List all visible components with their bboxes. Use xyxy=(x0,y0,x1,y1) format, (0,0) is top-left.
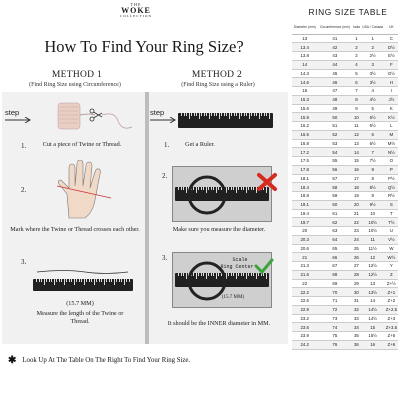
method2-step2-number: 2. xyxy=(162,172,168,180)
table-cell: 22.9 xyxy=(292,305,317,314)
logo-brand: WOKE xyxy=(121,6,151,15)
table-row xyxy=(292,227,398,236)
table-cell: 12½ xyxy=(361,262,385,271)
table-row xyxy=(292,209,398,218)
table-cell: Z+3.5 xyxy=(385,324,398,330)
table-cell: G½ xyxy=(385,69,398,78)
table-cell: 68 xyxy=(317,270,352,279)
table-cell: Z xyxy=(385,270,398,279)
table-row xyxy=(292,323,398,332)
table-row xyxy=(292,270,398,279)
table-cell: W½ xyxy=(385,253,398,262)
table-cell: N½ xyxy=(385,148,398,157)
table-cell: 10 xyxy=(361,209,385,218)
table-cell: 20.3 xyxy=(292,235,317,244)
table-cell: 31 xyxy=(353,298,359,304)
table-cell: 14 xyxy=(292,60,317,69)
table-cell: T½ xyxy=(385,218,398,227)
table-cell: 17.5 xyxy=(292,157,317,166)
table-cell: 64 xyxy=(317,235,352,244)
table-cell: 1 xyxy=(361,34,385,43)
table-row xyxy=(292,52,398,61)
table-cell: 23.9 xyxy=(292,332,317,341)
table-row xyxy=(292,157,398,166)
table-cell: 3½ xyxy=(361,78,385,87)
table-cell: M½ xyxy=(385,139,398,148)
table-cell: 75 xyxy=(317,332,352,341)
method1-heading: METHOD 1 xyxy=(51,70,103,80)
table-header: Diameter (mm) xyxy=(292,22,317,34)
table-cell: 13½ xyxy=(361,288,385,297)
table-row xyxy=(292,314,398,323)
table-row xyxy=(292,253,398,262)
table-cell: 22.2 xyxy=(292,288,317,297)
table-cell: 18 xyxy=(353,184,359,190)
table-cell: 13 xyxy=(353,140,359,146)
table-row xyxy=(292,95,398,104)
table-cell: 14½ xyxy=(361,314,385,323)
table-cell: 52 xyxy=(317,130,352,139)
table-cell: 54 xyxy=(317,148,352,157)
table-cell: 10½ xyxy=(361,218,385,227)
table-cell: 24 xyxy=(353,237,359,243)
table-cell: Y xyxy=(385,262,398,271)
table-cell: 56 xyxy=(317,165,352,174)
table-cell: 11½ xyxy=(361,244,385,253)
table-cell: 4½ xyxy=(361,95,385,104)
table-cell: 72 xyxy=(317,305,352,314)
table-header: USA / Canada xyxy=(361,22,385,34)
table-cell: 14.3 xyxy=(292,69,317,78)
table-cell: 7 xyxy=(352,87,360,96)
table-row xyxy=(292,262,398,271)
table-cell: 19.1 xyxy=(292,200,317,209)
table-cell: 24.2 xyxy=(292,340,317,349)
logo-top: THE xyxy=(130,2,142,7)
asterisk-icon: ✱ xyxy=(8,355,17,366)
table-cell: 6½ xyxy=(361,139,385,148)
table-cell: 19.7 xyxy=(292,218,317,227)
table-cell: 4 xyxy=(352,60,360,69)
footer-text: Look Up At The Table On The Right To Find Your Ring Size. xyxy=(22,357,191,365)
table-cell: Z+½ xyxy=(385,279,398,288)
table-cell: 47 xyxy=(317,87,352,96)
twine-icon xyxy=(35,267,130,277)
method1-step2-caption: Mark where the Twine or Thread crosses each other. xyxy=(10,226,140,233)
table-row xyxy=(292,183,398,192)
table-cell: 48 xyxy=(317,95,352,104)
table-cell: 12 xyxy=(353,132,359,138)
table-row xyxy=(292,279,398,288)
table-cell: 8 xyxy=(361,165,385,174)
table-cell: 59 xyxy=(317,192,352,201)
table-cell: 7½ xyxy=(361,157,385,166)
table-cell: I xyxy=(385,87,398,96)
table-cell: 6 xyxy=(361,130,385,139)
table-row xyxy=(292,244,398,253)
table-cell: 53 xyxy=(317,139,352,148)
table-cell: 60 xyxy=(317,200,352,209)
method1-ruler xyxy=(33,279,133,291)
table-cell: 23.6 xyxy=(292,323,317,332)
table-cell: D½ xyxy=(385,43,398,52)
table-cell: 55 xyxy=(317,157,352,166)
table-cell: 11 xyxy=(361,235,385,244)
table-cell: 2 xyxy=(352,43,360,52)
table-row xyxy=(292,122,398,131)
table-cell: 16.8 xyxy=(292,139,317,148)
method1-subtitle: (Find Ring Size using Circumference) xyxy=(29,82,121,88)
table-cell: 7 xyxy=(361,148,385,157)
table-cell: 2½ xyxy=(361,52,385,61)
table-cell: 5 xyxy=(352,69,360,78)
table-cell: 23.2 xyxy=(292,314,317,323)
scale-label: Scale xyxy=(232,257,248,263)
table-cell: 21.6 xyxy=(292,270,317,279)
table-cell: 34 xyxy=(353,324,359,330)
table-cell: 5½ xyxy=(361,122,385,131)
correct-check-icon xyxy=(254,258,274,274)
table-cell: 25 xyxy=(353,245,359,251)
table-cell: 16.5 xyxy=(292,130,317,139)
step-arrow-icon xyxy=(5,117,33,123)
table-row xyxy=(292,34,398,43)
table-row xyxy=(292,165,398,174)
table-row xyxy=(292,235,398,244)
method1-step3-number: 3. xyxy=(21,258,27,266)
table-cell: 70 xyxy=(317,288,352,297)
table-cell: 8½ xyxy=(361,183,385,192)
step-arrow-icon xyxy=(150,117,178,123)
table-cell: 49 xyxy=(317,104,352,113)
table-cell: 71 xyxy=(317,297,352,306)
table-cell: 66 xyxy=(317,253,352,262)
table-header: India xyxy=(352,22,360,34)
table-cell: L xyxy=(385,122,398,131)
table-cell: 46 xyxy=(317,78,352,87)
table-cell: 14.6 xyxy=(292,78,317,87)
table-cell: 28 xyxy=(353,272,359,278)
method2-step1-ruler xyxy=(178,113,273,128)
table-cell: P½ xyxy=(385,174,398,183)
table-row xyxy=(292,87,398,96)
table-cell: 15 xyxy=(353,158,359,164)
table-cell: 45 xyxy=(317,69,352,78)
table-cell: 12 xyxy=(361,253,385,262)
table-cell: 22 xyxy=(353,219,359,225)
table-cell: T xyxy=(385,209,398,218)
table-cell: F xyxy=(385,60,398,69)
method2-step3-number: 3. xyxy=(162,254,168,262)
table-cell: S xyxy=(385,200,398,209)
table-cell: 11 xyxy=(354,123,359,129)
table-cell: Z+3 xyxy=(385,314,398,323)
table-row xyxy=(292,174,398,183)
table-cell: 23 xyxy=(353,228,359,234)
table-row xyxy=(292,78,398,87)
table-cell: 9½ xyxy=(361,200,385,209)
method2-heading: METHOD 2 xyxy=(191,70,243,80)
table-cell: 43 xyxy=(317,52,352,61)
table-cell: 1 xyxy=(352,34,360,43)
table-cell: 44 xyxy=(317,60,352,69)
table-cell: 65 xyxy=(317,244,352,253)
table-row xyxy=(292,288,398,297)
table-cell: 61 xyxy=(317,209,352,218)
table-cell: C xyxy=(385,34,398,43)
table-cell: 29 xyxy=(353,280,359,286)
table-cell: 17.8 xyxy=(292,165,317,174)
table-cell: Z+5 xyxy=(385,332,398,341)
table-cell: 3 xyxy=(361,60,385,69)
table-cell: 19 xyxy=(353,193,359,199)
table-row xyxy=(292,43,398,52)
table-cell: 20.6 xyxy=(292,244,317,253)
table-cell: 50 xyxy=(317,113,352,122)
table-row xyxy=(292,192,398,201)
method2-subtitle: (Find Ring Size using a Ruler) xyxy=(181,82,255,88)
table-cell: 16 xyxy=(353,167,359,173)
table-cell: 14 xyxy=(353,149,359,155)
table-cell: 33 xyxy=(353,315,359,321)
table-cell: 63 xyxy=(317,227,352,236)
table-cell: 8 xyxy=(361,174,385,183)
table-cell: 76 xyxy=(317,340,352,349)
table-row xyxy=(292,69,398,78)
table-row xyxy=(292,218,398,227)
table-cell: 9 xyxy=(352,104,360,113)
table-cell: 18.8 xyxy=(292,192,317,201)
ring-size-table-title: RING SIZE TABLE xyxy=(308,7,388,17)
table-cell: 16.2 xyxy=(292,122,317,131)
table-cell: 8 xyxy=(352,95,360,104)
table-cell: 10½ xyxy=(361,227,385,236)
table-header: UK xyxy=(385,22,398,34)
table-cell: 18.1 xyxy=(292,174,317,183)
method1-measure-value: (15.7 MM) xyxy=(66,300,94,307)
table-cell: Z+2.5 xyxy=(385,307,398,313)
table-cell: R½ xyxy=(385,192,398,201)
table-cell: 15 xyxy=(361,323,385,332)
table-row xyxy=(292,305,398,314)
table-cell: K½ xyxy=(385,113,398,122)
table-cell: 74 xyxy=(317,323,352,332)
table-cell: J½ xyxy=(385,95,398,104)
table-cell: 15.3 xyxy=(292,95,317,104)
table-cell: Z+6 xyxy=(385,340,398,349)
table-row xyxy=(292,148,398,157)
method1-step-label: step xyxy=(5,108,20,117)
table-row xyxy=(292,113,398,122)
table-cell: 4 xyxy=(361,87,385,96)
table-cell: 20 xyxy=(353,202,359,208)
table-cell: 69 xyxy=(317,279,352,288)
brand-logo xyxy=(106,3,166,19)
table-cell: 13 xyxy=(292,34,317,43)
method1-step1-caption: Cut a piece of Twine or Thread. xyxy=(42,141,122,148)
table-cell: W xyxy=(385,244,398,253)
twine-scissors-icon xyxy=(50,97,140,137)
table-cell: 22 xyxy=(292,279,317,288)
table-cell: 57 xyxy=(317,174,352,183)
table-cell: 3½ xyxy=(361,69,385,78)
table-cell: 27 xyxy=(353,263,359,269)
table-cell: 15 xyxy=(292,87,317,96)
table-cell: 51 xyxy=(317,122,352,131)
table-row xyxy=(292,104,398,113)
table-cell: 14½ xyxy=(361,305,385,314)
table-cell: 67 xyxy=(317,262,352,271)
table-cell: 36 xyxy=(353,342,359,348)
table-cell: 12½ xyxy=(361,270,385,279)
table-cell: 2 xyxy=(361,43,385,52)
table-row xyxy=(292,332,398,341)
table-row xyxy=(292,297,398,306)
method2-step1-number: 1. xyxy=(164,141,170,149)
ring-size-table xyxy=(292,22,398,350)
table-cell: 14 xyxy=(361,297,385,306)
table-cell: 42 xyxy=(317,43,352,52)
table-cell: 21 xyxy=(353,210,359,216)
table-cell: Z+1 xyxy=(385,288,398,297)
page-title: How To Find Your Ring Size? xyxy=(44,37,244,56)
logo-sub: COLLECTION xyxy=(120,14,152,18)
table-cell: 10 xyxy=(353,114,359,120)
table-cell: K xyxy=(385,104,398,113)
table-cell: Q½ xyxy=(385,183,398,192)
table-cell: 2 xyxy=(352,52,360,61)
wrong-x-icon xyxy=(256,172,278,192)
table-cell: 20 xyxy=(292,227,317,236)
hand-icon xyxy=(55,160,115,222)
table-cell: 26 xyxy=(353,254,359,260)
table-cell: 35 xyxy=(353,333,359,339)
table-cell: V½ xyxy=(385,235,398,244)
table-cell: 16 xyxy=(361,340,385,349)
table-cell: 13 xyxy=(361,279,385,288)
table-cell: 17.2 xyxy=(292,148,317,157)
table-cell: 6 xyxy=(352,78,360,87)
table-cell: 15.6 xyxy=(292,104,317,113)
footer-note xyxy=(8,355,293,366)
table-row xyxy=(292,139,398,148)
table-cell: H xyxy=(385,78,398,87)
method2-step3-caption: It should be the INNER diameter in MM. xyxy=(167,320,271,327)
table-cell: 21.3 xyxy=(292,262,317,271)
method2-step-label: step xyxy=(150,108,165,117)
table-cell: 32 xyxy=(353,307,359,313)
method1-step1-number: 1. xyxy=(21,142,27,150)
table-row xyxy=(292,130,398,139)
table-cell: 18.4 xyxy=(292,183,317,192)
table-cell: 9 xyxy=(361,192,385,201)
table-cell: 15.9 xyxy=(292,113,317,122)
method2-measure-value: (15.7 MM) xyxy=(221,295,245,300)
method1-step3-caption: Measure the length of the Twine or Thread. xyxy=(36,310,124,326)
ring-center-label: Ring Center xyxy=(220,264,254,270)
table-cell: 58 xyxy=(317,183,352,192)
method2-step2-caption: Make sure you measure the diameter. xyxy=(172,226,266,233)
table-cell: 21 xyxy=(292,253,317,262)
table-cell: 22.6 xyxy=(292,297,317,306)
table-cell: 5 xyxy=(361,104,385,113)
method2-step1-caption: Get a Ruler. xyxy=(185,141,215,148)
table-row xyxy=(292,340,398,349)
table-cell: 5½ xyxy=(361,113,385,122)
table-cell: 41 xyxy=(317,34,352,43)
table-cell: 13.4 xyxy=(292,43,317,52)
table-cell: 62 xyxy=(317,218,352,227)
table-cell: M xyxy=(385,130,398,139)
table-cell: O xyxy=(385,157,398,166)
table-cell: 73 xyxy=(317,314,352,323)
table-cell: Z+2 xyxy=(385,297,398,306)
table-row xyxy=(292,200,398,209)
method1-step2-number: 2. xyxy=(21,186,27,194)
table-cell: P xyxy=(385,165,398,174)
table-cell: 30 xyxy=(353,289,359,295)
table-cell: 17 xyxy=(353,175,359,181)
table-cell: 13.8 xyxy=(292,52,317,61)
table-cell: 19.4 xyxy=(292,209,317,218)
table-cell: 15½ xyxy=(361,332,385,341)
table-row xyxy=(292,60,398,69)
table-cell: U xyxy=(385,227,398,236)
table-header: Circumference (mm) xyxy=(317,22,352,34)
table-cell: E½ xyxy=(385,52,398,61)
